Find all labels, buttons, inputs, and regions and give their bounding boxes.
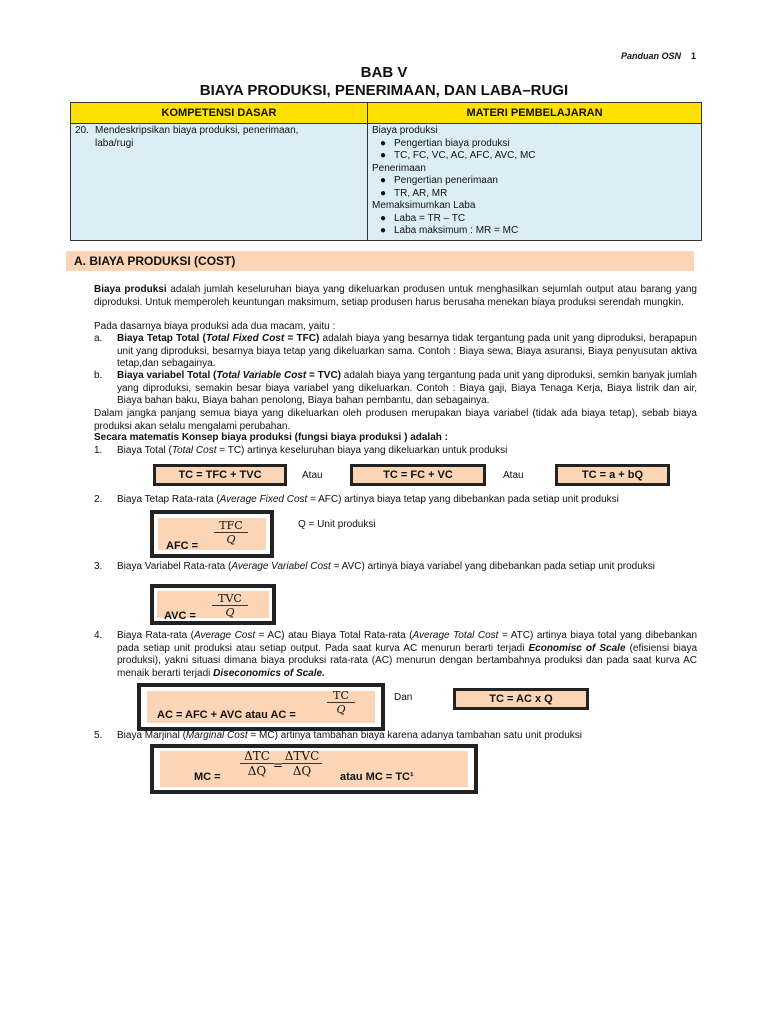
chapter-title: BIAYA PRODUKSI, PENERIMAAN, DAN LABA–RUGI [199, 82, 569, 99]
avc-fraction: TVC Q [212, 592, 248, 619]
bullet-icon: ● [379, 212, 387, 224]
list-number-3: 3. [94, 561, 103, 572]
bullet-icon: ● [379, 150, 387, 161]
formula-box-mc [150, 744, 478, 794]
col-kompetensi-header: KOMPETENSI DASAR [71, 103, 368, 124]
mc-rhs: atau MC = TC¹ [340, 771, 414, 783]
bullet-icon: ● [379, 187, 387, 199]
paragraph-definition [94, 284, 697, 309]
definition-text: adalah jumlah keseluruhan biaya yang dikeluarkan produsen untuk menghasilkan sejumlah output atau barang yang diproduksi. Untuk memperoleh keuntungan maksimum, setiap produsen harus berusaha menekan biaya produksi serendah mungkin. [94, 284, 697, 308]
list-number-2: 2. [94, 494, 103, 505]
materi-item-text: Pengertian biaya produksi [394, 137, 510, 149]
materi-item-text: Laba = TR – TC [394, 212, 466, 224]
paragraph-types: Pada dasarnya biaya produksi ada dua macam, yaitu : [94, 321, 336, 332]
formula-box-ac [137, 683, 385, 731]
mc-fraction-tvc: ΔTVC ΔQ [282, 749, 322, 778]
materi-item-text: Laba maksimum : MR = MC [394, 225, 519, 236]
atau-label-1: Atau [302, 470, 323, 481]
materi-heading: Memaksimumkan Laba [372, 200, 476, 211]
formula-box-afc [150, 510, 274, 558]
ac-fraction: TC Q [327, 689, 355, 716]
mc-lhs: MC = [194, 771, 221, 783]
item-average-cost: Biaya Rata-rata (Average Cost = AC) atau Biaya Total Rata-rata (Average Total Cost = ATC) artinya biaya total yang dibebankan pada setiap unit produksi atau setiap output. Pada saat kurva AC menurun berarti terjadi Economisc of Scale (efisiensi biaya produksi), yakni situasi dimana biaya produksi rata-rata (AC) menurun dengan bertambahnya produksi dan pada saat kurva AC menaik berarti terjadi Diseconomics of Scale. [117, 630, 698, 679]
materi-bullet-item [372, 138, 698, 151]
materi-bullet-item [372, 225, 698, 238]
formula-box-tc-a-bq: TC = a + bQ [555, 464, 670, 486]
item-afc: Biaya Tetap Rata-rata (Average Fixed Cost = AFC) artinya biaya tetap yang dibebankan pada setiap unit produksi [117, 494, 619, 505]
materi-heading: Biaya produksi [372, 125, 438, 136]
materi-bullet-item [372, 175, 698, 188]
paragraph-formula-intro: Secara matematis Konsep biaya produksi (fungsi biaya produksi ) adalah : [94, 432, 448, 443]
ac-lhs: AC = AFC + AVC atau AC = [157, 709, 296, 721]
list-label-b: b. [94, 370, 103, 381]
page-header [621, 51, 696, 61]
competency-table [70, 102, 702, 241]
materi-item-text: Pengertian penerimaan [394, 175, 498, 186]
list-number-4: 4. [94, 630, 103, 641]
list-label-a: a. [94, 333, 103, 344]
formula-box-tc-tfc-tvc: TC = TFC + TVC [153, 464, 287, 486]
materi-heading: Penerimaan [372, 162, 426, 174]
page-number: 1 [690, 51, 696, 61]
avc-lhs: AVC = [164, 610, 196, 621]
kd-number: 20. [75, 125, 89, 136]
afc-fraction: TFC Q [214, 519, 248, 546]
col-materi-header: MATERI PEMBELAJARAN [368, 103, 702, 124]
materi-bullet-item [372, 150, 698, 163]
section-a-heading: A. BIAYA PRODUKSI (COST) [66, 251, 694, 271]
list-number-1: 1. [94, 445, 103, 456]
bullet-icon: ● [379, 225, 387, 236]
kd-line-2: laba/rugi [95, 137, 134, 149]
chapter-number: BAB V [360, 64, 408, 81]
paragraph-long-run: Dalam jangka panjang semua biaya yang dikeluarkan oleh produsen merupakan biaya variabel (tidak ada biaya tetap), sebab biaya produksi akan selalu mengalami perubahan. [94, 408, 697, 432]
materi-cell [368, 124, 702, 241]
afc-lhs: AFC = [166, 540, 199, 552]
atau-label-2: Atau [503, 470, 524, 481]
dan-label: Dan [394, 692, 413, 703]
item-tvc: Biaya variabel Total (Total Variable Cost = TVC) adalah biaya yang tergantung pada unit yang diproduksi, semkin banyak jumlah yang diproduksi, semakin besar biaya variabel yang dikeluarkan. Contoh : Biaya gaji, Biaya Tenaga Kerja, Biaya listrik dan air, Biaya bahan baku, Biaya bahan penolong, Biaya bahan pembantu, dan sebagainya. [117, 370, 697, 406]
item-marginal-cost: Biaya Marjinal (Marginal Cost = MC) artinya tambahan biaya karena adanya tambahan satu unit produksi [117, 730, 582, 741]
formula-box-tc-fc-vc: TC = FC + VC [350, 464, 486, 486]
item-tfc: Biaya Tetap Total (Total Fixed Cost = TFC) adalah biaya yang besarnya tidak tergantung pada unit yang diproduksi, berapapun unit yang diproduksi, besarnya biaya tetap yang dikeluarkan sama. Contoh : Biaya sewa, Biaya asuransi, Biaya penyusutan aktiva tetap,dan sebagainya. [117, 333, 697, 369]
kd-cell [71, 124, 368, 241]
mc-fraction-tc: ΔTC ΔQ [240, 749, 274, 778]
list-number-5: 5. [94, 730, 103, 741]
materi-item-text: TC, FC, VC, AC, AFC, AVC, MC [394, 150, 536, 161]
formula-box-avc [150, 584, 276, 625]
bullet-icon: ● [379, 137, 387, 149]
materi-bullet-item [372, 188, 698, 201]
bullet-icon: ● [379, 175, 387, 186]
materi-item-text: TR, AR, MR [394, 187, 448, 199]
materi-bullet-item [372, 213, 698, 226]
formula-box-tc-ac-q: TC = AC x Q [453, 688, 589, 710]
term-biaya-produksi: Biaya produksi [94, 284, 167, 295]
q-unit-note: Q = Unit produksi [298, 519, 376, 530]
mc-equals: = [273, 758, 284, 772]
item-avc: Biaya Variabel Rata-rata (Average Variabel Cost = AVC) artinya biaya variabel yang dibebankan pada setiap unit produksi [117, 561, 656, 572]
kd-line-1: Mendeskripsikan biaya produksi, penerimaan, [95, 125, 299, 136]
item-total-cost: Biaya Total (Total Cost = TC) artinya keseluruhan biaya yang dikeluarkan untuk produksi [117, 445, 508, 456]
header-title: Panduan OSN [620, 51, 681, 61]
